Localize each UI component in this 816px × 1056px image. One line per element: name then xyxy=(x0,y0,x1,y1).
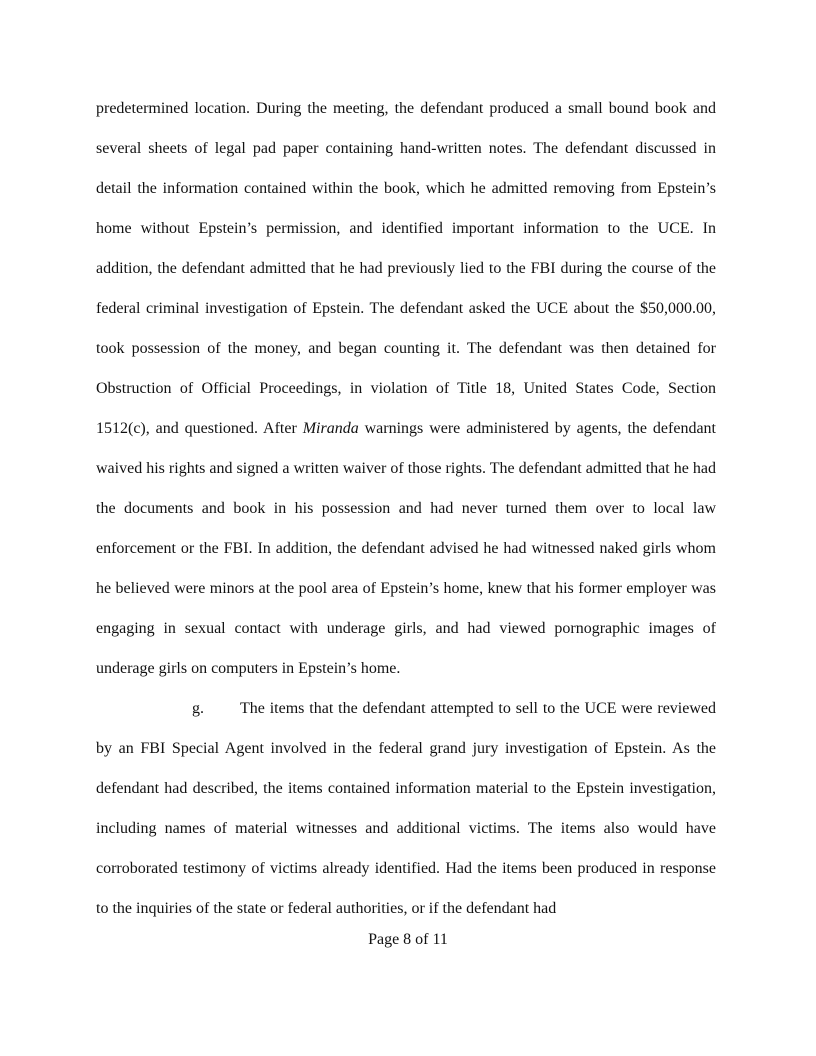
miranda-italic: Miranda xyxy=(302,420,359,437)
paragraph-f-continued xyxy=(96,89,716,689)
paragraph-g-label: g. xyxy=(192,700,204,717)
paragraph-g xyxy=(96,689,716,929)
paragraph-f-text-part-1: predetermined location. During the meeting, the defendant produced a small bound book and several sheets of legal pad paper containing hand-written notes. The defendant discussed in detail the information contained within the book, which he admitted removing from Epstein’s home without Epstein’s permission, and identified important information to the UCE. In addition, the defendant admitted that he had previously lied to the FBI during the course of the federal criminal investigation of Epstein. The defendant asked the UCE about the $50,000.00, took possession of the money, and began counting it. The defendant was then detained for Obstruction of Official Proceedings, in violation of Title 18, United States Code, Section 1512(c), and questioned. After xyxy=(96,100,716,437)
page-number-footer: Page 8 of 11 xyxy=(368,931,448,948)
document-body xyxy=(96,89,716,929)
paragraph-g-text: The items that the defendant attempted to sell to the UCE were reviewed by an FBI Special Agent involved in the federal grand jury investigation of Epstein. As the defendant had described, the items contained information material to the Epstein investigation, including names of material witnesses and additional victims. The items also would have corroborated testimony of victims already identified. Had the items been produced in response to the inquiries of the state or federal authorities, or if the defendant had xyxy=(96,700,716,917)
paragraph-f-text-part-2: warnings were administered by agents, the defendant waived his rights and signed a written waiver of those rights. The defendant admitted that he had the documents and book in his possession and had never turned them over to local law enforcement or the FBI. In addition, the defendant advised he had witnessed naked girls whom he believed were minors at the pool area of Epstein’s home, knew that his former employer was engaging in sexual contact with underage girls, and had viewed pornographic images of underage girls on computers in Epstein’s home. xyxy=(96,420,716,677)
